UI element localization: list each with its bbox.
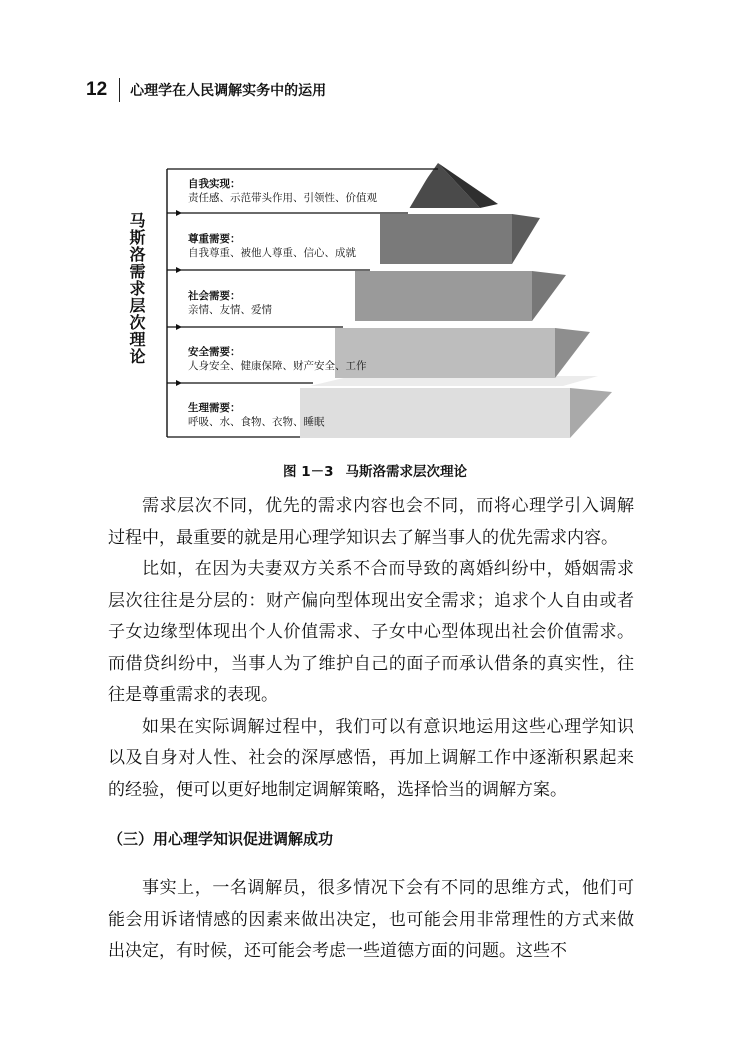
tier-label-safety <box>188 345 367 373</box>
pyramid-tier-4 <box>335 328 555 378</box>
pyramid-tier-2-side <box>512 214 540 264</box>
tier-items: 人身安全、健康保障、财产安全、工作 <box>188 360 367 372</box>
pyramid-tier-5-side <box>570 388 612 438</box>
tier-label-esteem <box>188 232 356 260</box>
maslow-figure <box>0 0 750 480</box>
tier-label-physiological <box>188 401 325 429</box>
tier-items: 亲情、友情、爱情 <box>188 304 272 316</box>
pyramid-tier-3 <box>355 271 532 321</box>
tier-items: 呼吸、水、食物、衣物、睡眠 <box>188 416 325 428</box>
tier-name: 生理需要： <box>188 402 241 414</box>
paragraph-1: 需求层次不同，优先的需求内容也会不同，而将心理学引入调解过程中，最重要的就是用心理学知识去了解当事人的优先需求内容。 <box>108 496 634 548</box>
paragraph-4: 事实上，一名调解员，很多情况下会有不同的思维方式，他们可能会用诉诸情感的因素来做出决定，也可能会用非常理性的方式来做出决定，有时候，还可能会考虑一些道德方面的问题。这些不 <box>108 878 634 961</box>
figure-number: 图 1－3 <box>283 464 334 480</box>
maslow-pyramid <box>0 0 750 470</box>
tier-name: 安全需要： <box>188 346 241 358</box>
figure-caption <box>0 460 750 480</box>
figure-title: 马斯洛需求层次理论 <box>345 464 467 480</box>
tier-label-self-actualization <box>188 177 377 205</box>
tier-label-social <box>188 289 272 317</box>
body-paragraphs <box>108 491 634 806</box>
page-number: 12 <box>86 79 108 100</box>
tier-name: 社会需要： <box>188 290 241 302</box>
paragraph-2: 比如，在因为夫妻双方关系不合而导致的离婚纠纷中，婚姻需求层次往往是分层的：财产偏向型体现出安全需求；追求个人自由或者子女边缘型体现出个人价值需求、子女中心型体现出社会价值需求。而借贷纠纷中，当事人为了维护自己的面子而承认借条的真实性，往往是尊重需求的表现。 <box>108 559 634 705</box>
tier-items: 自我尊重、被他人尊重、信心、成就 <box>188 247 356 259</box>
pyramid-tier-3-side <box>532 271 566 321</box>
tier-name: 自我实现： <box>188 178 241 190</box>
arrow-tip-2 <box>176 267 182 273</box>
arrow-tip-3 <box>176 324 182 330</box>
pyramid-tier-5 <box>300 388 570 438</box>
tier-name: 尊重需要： <box>188 233 241 245</box>
arrow-tip-4 <box>176 380 182 386</box>
paragraph-3: 如果在实际调解过程中，我们可以有意识地运用这些心理学知识以及自身对人性、社会的深厚感悟，再加上调解工作中逐渐积累起来的经验，便可以更好地制定调解策略，选择恰当的调解方案。 <box>108 716 634 800</box>
pyramid-tier-2 <box>380 214 512 264</box>
book-title: 心理学在人民调解实务中的运用 <box>130 83 327 99</box>
pyramid-tier-4-side <box>555 328 590 378</box>
tier-items: 责任感、示范带头作用、引领性、价值观 <box>188 192 377 204</box>
body-paragraphs-after <box>108 873 634 968</box>
figure-side-label: 马斯洛需求层次理论 <box>127 212 146 365</box>
section-subheading: （三）用心理学知识促进调解成功 <box>108 830 334 848</box>
arrow-tip-1 <box>176 210 182 216</box>
